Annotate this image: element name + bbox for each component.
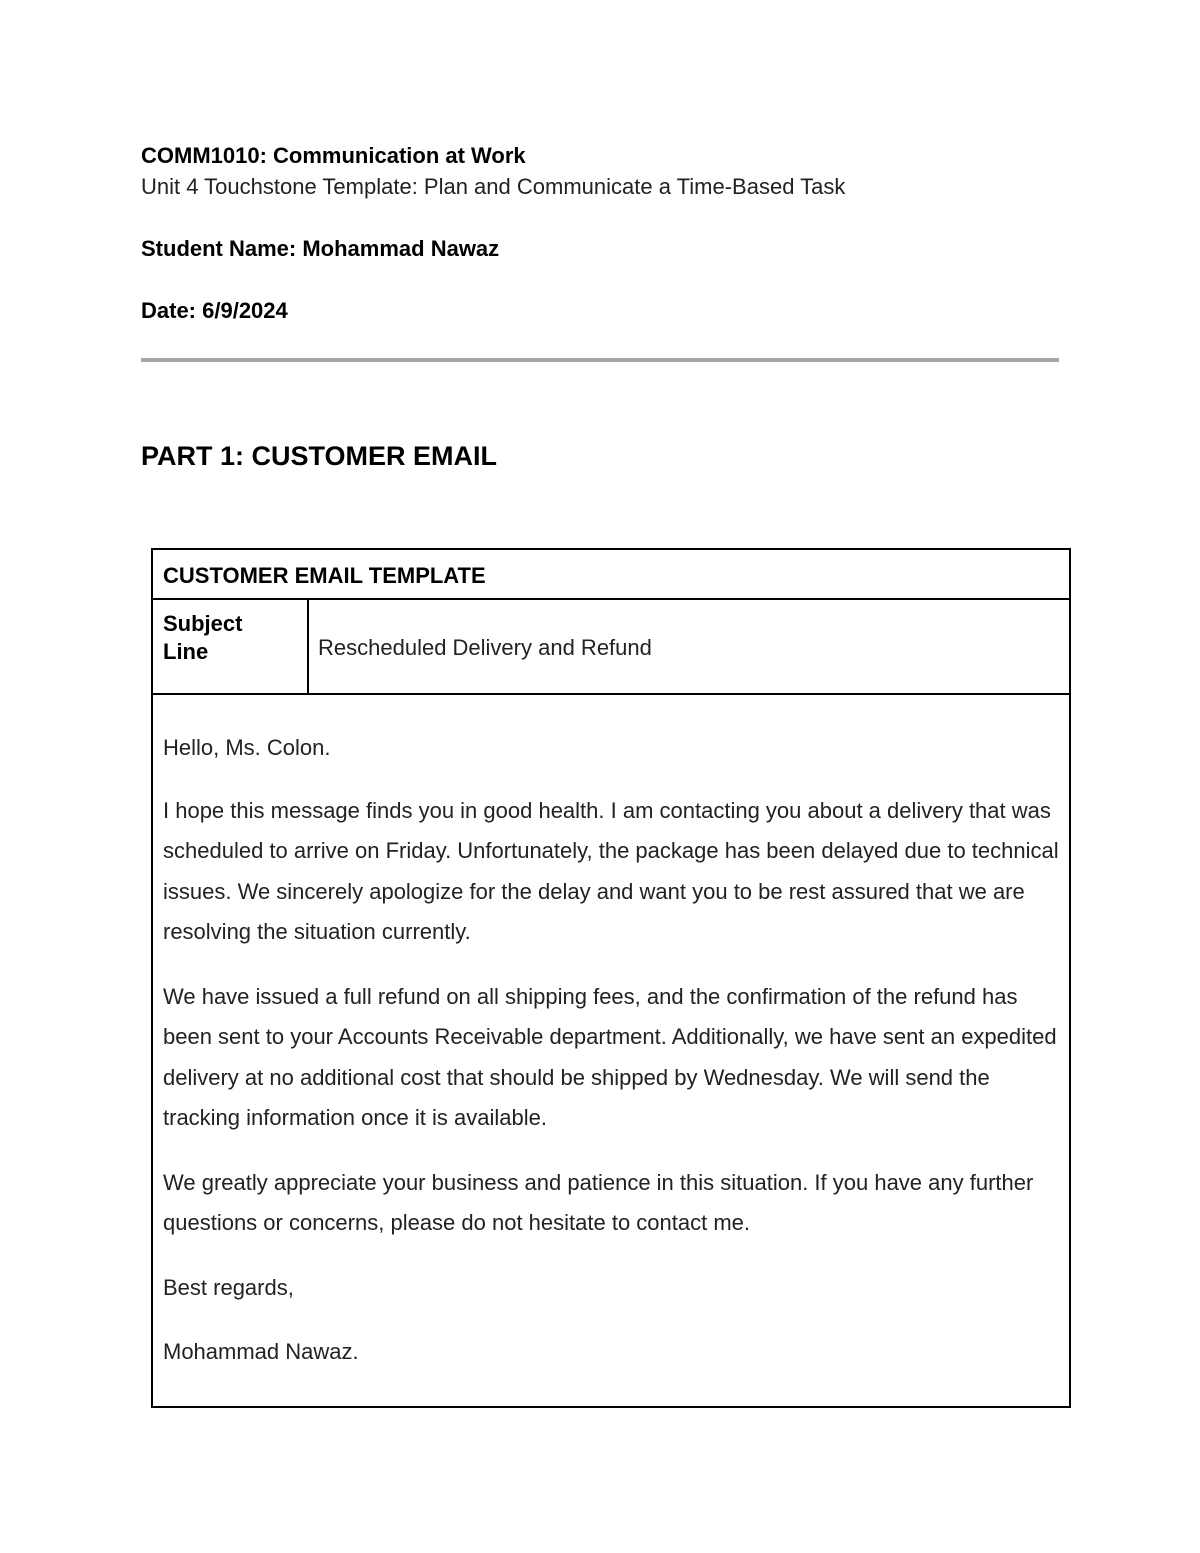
- email-paragraph: We greatly appreciate your business and patience in this situation. If you have any further questions or concerns, please do not hesitate to contact me.: [163, 1169, 1034, 1235]
- student-name-line: Student Name: Mohammad Nawaz: [141, 236, 500, 261]
- subject-line-label: Subject Line: [163, 611, 243, 664]
- section-divider: [141, 358, 1059, 362]
- part-heading: PART 1: CUSTOMER EMAIL: [141, 441, 498, 471]
- customer-email-table: [151, 548, 1071, 1408]
- course-title: COMM1010: Communication at Work: [141, 143, 526, 168]
- email-signature: Mohammad Nawaz.: [163, 1339, 359, 1364]
- subject-label-cell: [153, 600, 309, 693]
- document-subtitle: Unit 4 Touchstone Template: Plan and Communicate a Time-Based Task: [141, 174, 846, 199]
- email-closing: Best regards,: [163, 1274, 294, 1300]
- date-line: Date: 6/9/2024: [141, 298, 288, 323]
- subject-line-value: Rescheduled Delivery and Refund: [318, 635, 652, 660]
- table-header-row: [153, 550, 1069, 600]
- table-header-label: CUSTOMER EMAIL TEMPLATE: [163, 563, 486, 588]
- email-paragraph: We have issued a full refund on all shipping fees, and the confirmation of the refund has been sent to your Accounts Receivable department. Additionally, we have sent an expedited delivery at no additional cost that should be shipped by Wednesday. We will send the tracking information once it is available.: [163, 983, 1057, 1130]
- email-body-cell: [163, 728, 1063, 1397]
- email-greeting: Hello, Ms. Colon.: [163, 735, 331, 760]
- subject-line-row: [153, 600, 1069, 695]
- email-paragraph: I hope this message finds you in good health. I am contacting you about a delivery that was scheduled to arrive on Friday. Unfortunately, the package has been delayed due to technical issues. We sincerely apologize for the delay and want you to be rest assured that we are resolving the situation currently.: [163, 797, 1059, 944]
